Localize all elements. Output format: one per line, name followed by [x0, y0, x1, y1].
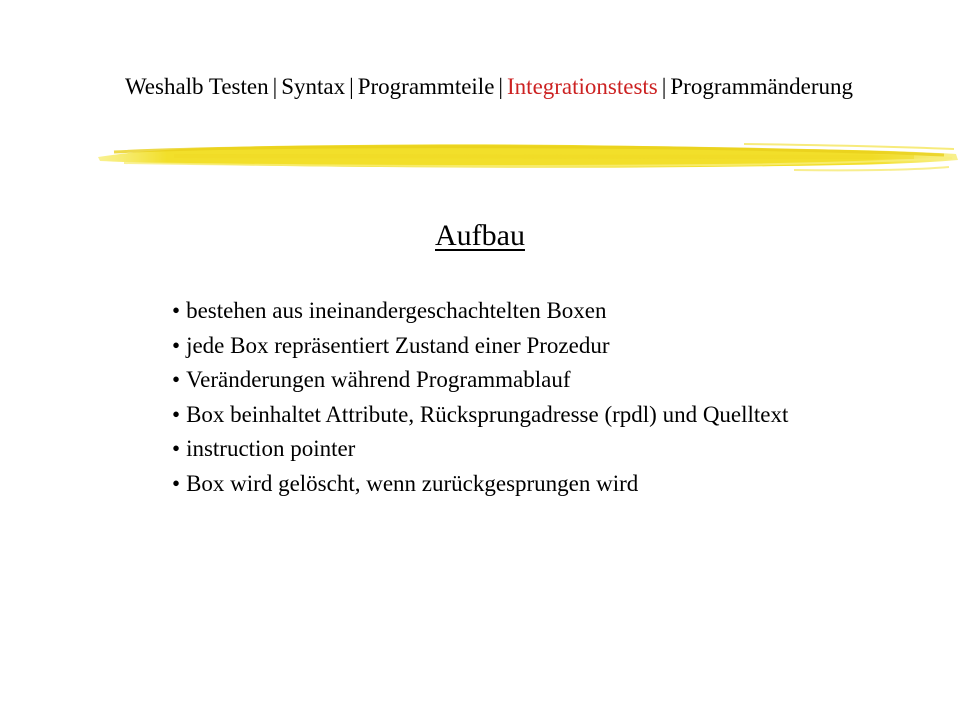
nav-item-weshalb-testen[interactable]: Weshalb Testen	[124, 74, 269, 99]
bullet-text: Veränderungen während Programmablauf	[186, 367, 571, 392]
nav-item-programmteile[interactable]: Programmteile	[357, 74, 495, 99]
list-item	[172, 329, 872, 364]
nav-separator: |	[498, 74, 504, 99]
nav-item-syntax[interactable]: Syntax	[281, 74, 346, 99]
section-navigation	[0, 72, 960, 102]
bullet-text: bestehen aus ineinandergeschachtelten Boxen	[186, 298, 607, 323]
nav-item-integrationstests[interactable]: Integrationstests	[507, 74, 658, 99]
list-item	[172, 398, 872, 433]
bullet-text: Box beinhaltet Attribute, Rücksprungadresse (rpdl) und Quelltext	[186, 401, 789, 427]
nav-item-programmaenderung[interactable]: Programmänderung	[670, 74, 854, 99]
bullet-glyph: •	[172, 367, 181, 392]
yellow-brush-stroke-icon	[94, 130, 960, 184]
slide-heading-wrapper	[0, 216, 960, 256]
bullet-glyph: •	[172, 298, 181, 323]
bullet-glyph: •	[172, 436, 181, 461]
bullet-text: Box wird gelöscht, wenn zurückgesprungen wird	[186, 470, 639, 496]
list-item	[172, 294, 872, 329]
bullet-list	[172, 294, 872, 501]
list-item	[172, 467, 872, 502]
bullet-glyph: •	[172, 470, 181, 496]
bullet-glyph: •	[172, 401, 181, 427]
list-item	[172, 432, 872, 467]
bullet-text: jede Box repräsentiert Zustand einer Prozedur	[186, 332, 610, 358]
nav-separator: |	[661, 74, 667, 99]
slide-heading: Aufbau	[435, 219, 525, 252]
nav-separator: |	[349, 74, 354, 99]
nav-separator: |	[272, 74, 278, 99]
bullet-text: instruction pointer	[186, 436, 356, 461]
bullet-glyph: •	[172, 332, 181, 358]
list-item	[172, 363, 872, 398]
